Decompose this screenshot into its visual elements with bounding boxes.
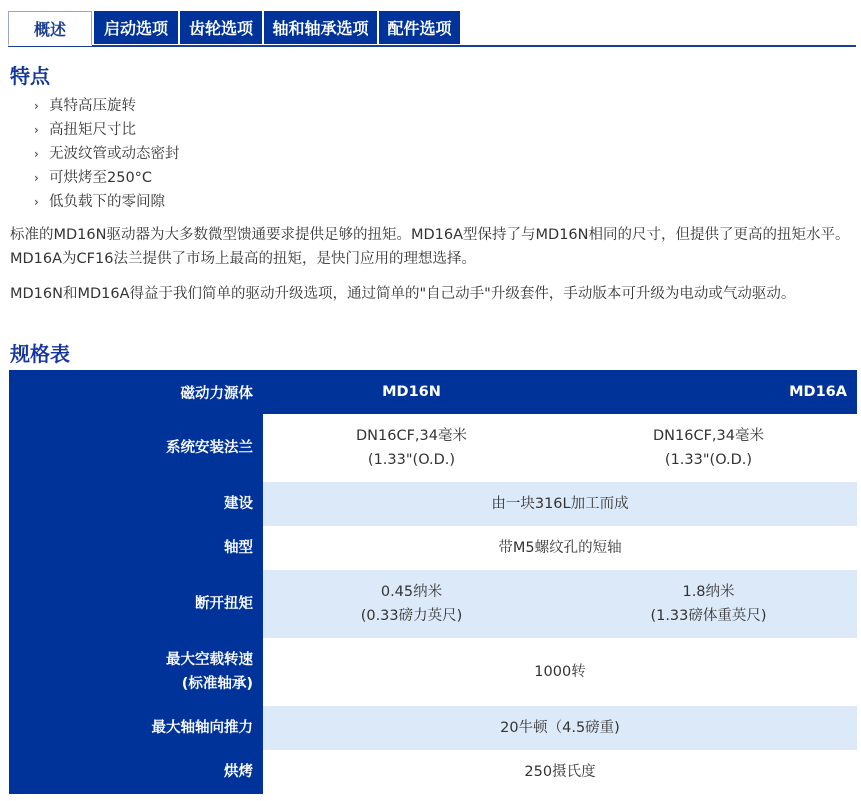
table-row (9, 414, 857, 482)
chevron-right-icon: › (34, 147, 39, 161)
chevron-right-icon: › (34, 123, 39, 137)
row-label: 断开扭矩 (9, 570, 263, 638)
tab-bar (8, 11, 856, 47)
row-label: 最大轴轴向推力 (9, 706, 263, 750)
table-cell: DN16CF,34毫米 (1.33"(O.D.) (560, 414, 857, 482)
list-item: › 真特高压旋转 (34, 94, 180, 118)
table-row (9, 482, 857, 526)
row-label: 最大空载转速 (标准轴承) (9, 638, 263, 706)
table-cell: 0.45纳米 (0.33磅力英尺) (263, 570, 560, 638)
table-row (9, 638, 857, 706)
table-row (9, 706, 857, 750)
description-paragraph: 标准的MD16N驱动器为大多数微型馈通要求提供足够的扭矩。MD16A型保持了与MD16N相同的尺寸，但提供了更高的扭矩水平。MD16A为CF16法兰提供了市场上最高的扭矩，是快门应用的理想选择。 (10, 227, 850, 267)
tab-overview[interactable]: 概述 (8, 11, 92, 46)
list-item: › 可烘烤至250°C (34, 166, 180, 190)
table-cell: 250摄氏度 (263, 750, 857, 794)
table-cell: DN16CF,34毫米 (1.33"(O.D.) (263, 414, 560, 482)
tab-shaft-bearing-options[interactable]: 轴和轴承选项 (264, 11, 377, 44)
table-cell: 由一块316L加工而成 (263, 482, 857, 526)
table-header-label: 磁动力源体 (9, 370, 263, 414)
row-label: 建设 (9, 482, 263, 526)
list-item: › 无波纹管或动态密封 (34, 142, 180, 166)
upgrade-paragraph: MD16N和MD16A得益于我们简单的驱动升级选项，通过简单的"自己动手"升级套件，手动版本可升级为电动或气动驱动。 (10, 286, 796, 302)
features-list (34, 94, 180, 214)
table-row (9, 570, 857, 638)
list-item: › 低负载下的零间隙 (34, 190, 180, 214)
table-cell: 1.8纳米 (1.33磅体重英尺) (560, 570, 857, 638)
table-header-md16a: MD16A (560, 370, 857, 414)
table-cell: 1000转 (263, 638, 857, 706)
tab-launch-options[interactable]: 启动选项 (94, 11, 178, 44)
table-header-md16n: MD16N (263, 370, 560, 414)
chevron-right-icon: › (34, 99, 39, 113)
row-label: 系统安装法兰 (9, 414, 263, 482)
tab-gear-options[interactable]: 齿轮选项 (180, 11, 262, 44)
row-label: 轴型 (9, 526, 263, 570)
table-row (9, 750, 857, 794)
table-header-row (9, 370, 857, 414)
table-row (9, 526, 857, 570)
table-cell: 20牛顿（4.5磅重) (263, 706, 857, 750)
chevron-right-icon: › (34, 195, 39, 209)
tab-accessory-options[interactable]: 配件选项 (379, 11, 460, 44)
features-heading: 特点 (10, 64, 50, 88)
row-label: 烘烤 (9, 750, 263, 794)
chevron-right-icon: › (34, 171, 39, 185)
list-item: › 高扭矩尺寸比 (34, 118, 180, 142)
spec-table (9, 370, 857, 794)
spec-heading: 规格表 (10, 342, 70, 366)
table-cell: 带M5螺纹孔的短轴 (263, 526, 857, 570)
